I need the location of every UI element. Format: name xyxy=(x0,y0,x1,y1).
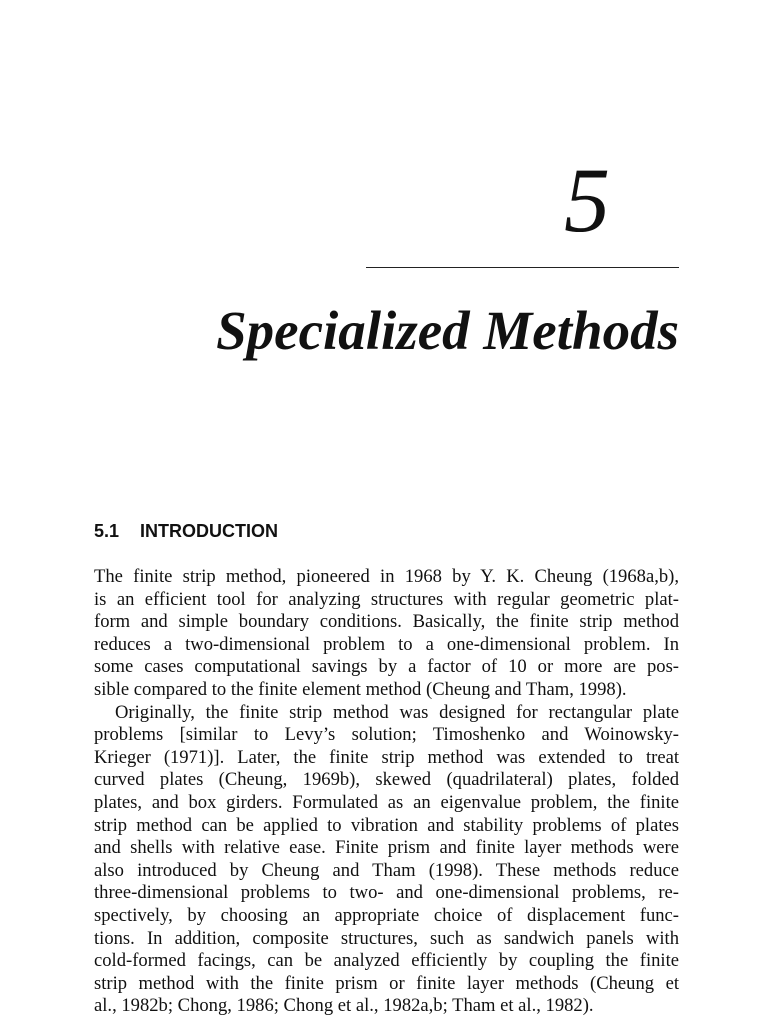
section-title: INTRODUCTION xyxy=(140,521,278,541)
text-line: also introduced by Cheung and Tham (1998). These methods reduce xyxy=(94,859,679,881)
text-line: Originally, the finite strip method was designed for rectangular plate xyxy=(115,701,679,723)
paragraph-2 xyxy=(94,702,679,1018)
body-text xyxy=(94,566,679,1018)
text-line: and shells with relative ease. Finite prism and finite layer methods were xyxy=(94,837,679,859)
text-line: is an efficient tool for analyzing structures with regular geometric plat- xyxy=(94,588,679,610)
text-line: The finite strip method, pioneered in 1968 by Y. K. Cheung (1968a,b), xyxy=(94,566,679,587)
paragraph-1 xyxy=(94,566,679,702)
text-line: al., 1982b; Chong, 1986; Chong et al., 1982a,b; Tham et al., 1982). xyxy=(94,995,594,1017)
text-line: plates, and box girders. Formulated as an eigenvalue problem, the finite xyxy=(94,791,679,813)
text-line: strip method with the finite prism or finite layer methods (Cheung et xyxy=(94,972,679,994)
text-line: three-dimensional problems to two- and one-dimensional problems, re- xyxy=(94,882,679,904)
text-line: form and simple boundary conditions. Basically, the finite strip method xyxy=(94,611,679,633)
section-heading xyxy=(94,519,278,543)
text-line: spectively, by choosing an appropriate choice of displacement func- xyxy=(94,904,679,926)
text-line: curved plates (Cheung, 1969b), skewed (quadrilateral) plates, folded xyxy=(94,769,679,791)
text-line: strip method can be applied to vibration and stability problems of plates xyxy=(94,814,679,836)
text-line: reduces a two-dimensional problem to a one-dimensional problem. In xyxy=(94,633,679,655)
chapter-number: 5 xyxy=(564,149,610,251)
section-number: 5.1 xyxy=(94,521,120,541)
chapter-rule xyxy=(366,267,679,268)
text-line: problems [similar to Levy’s solution; Timoshenko and Woinowsky- xyxy=(94,724,679,746)
text-line: sible compared to the finite element method (Cheung and Tham, 1998). xyxy=(94,678,627,700)
text-line: some cases computational savings by a factor of 10 or more are pos- xyxy=(94,656,679,678)
text-line: Krieger (1971)]. Later, the finite strip method was extended to treat xyxy=(94,746,679,768)
text-line: cold-formed facings, can be analyzed efficiently by coupling the finite xyxy=(94,950,679,972)
chapter-title: Specialized Methods xyxy=(216,300,679,361)
text-line: tions. In addition, composite structures, such as sandwich panels with xyxy=(94,927,679,949)
